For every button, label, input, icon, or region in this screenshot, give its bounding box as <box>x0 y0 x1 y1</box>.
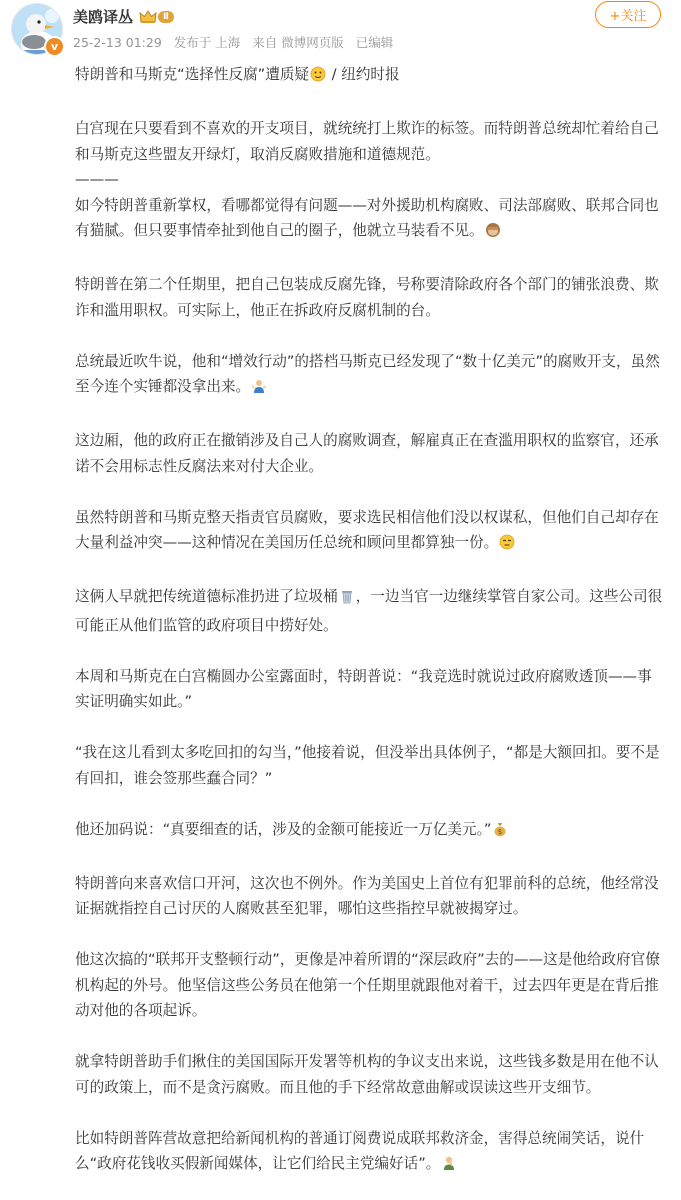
see-no-evil-monkey-icon <box>485 221 501 247</box>
post-header <box>0 0 681 62</box>
paragraph-5: 这边厢，他的政府正在撤销涉及自己人的腐败调查，解雇真正在查滥用职权的监察官，还承诺不会用标志性反腐法来对付大企业。 <box>75 432 659 475</box>
paragraph-4 <box>75 349 665 403</box>
wastebasket-icon <box>339 587 355 613</box>
post-time[interactable]: 25-2-13 01:29 <box>73 35 162 50</box>
post-source-tag: / 纽约时报 <box>327 66 400 83</box>
follow-button[interactable]: +关注 <box>595 1 661 28</box>
paragraph-7 <box>75 584 665 638</box>
svg-text:$: $ <box>498 827 503 836</box>
paragraph-10 <box>75 817 665 846</box>
doge-emoji-icon <box>310 65 326 91</box>
paragraph-10-text: 他还加码说：“真要细查的话，涉及的金额可能接近一万亿美元。” <box>75 820 492 838</box>
paragraph-2-text: 如今特朗普重新掌权，看哪都觉得有问题——对外援助机构腐败、司法部腐败、联邦合同也有猫腻。但只要事情牵扯到他自己的圈子，他就立马装看不见。 <box>75 196 659 239</box>
paragraph-7-text-cont: ，一边当官一边继续掌管自家公司。这些公司很可能正从他们监管的政府项目中捞好处。 <box>75 588 663 634</box>
verified-badge: v <box>44 36 65 57</box>
post-location: 发布于 上海 <box>173 35 241 50</box>
paragraph-3: 特朗普在第二个任期里，把自己包装成反腐先锋，号称要清除政府各个部门的铺张浪费、欺诈和滥用职权。可实际上，他正在拆政府反腐机制的台。 <box>75 276 659 319</box>
post-source: 来自 微博网页版 <box>252 35 344 50</box>
facepalm-person-icon <box>441 1154 457 1180</box>
name-row <box>73 6 174 27</box>
post-content <box>75 62 665 1180</box>
username[interactable]: 美鸥译丛 <box>73 8 134 26</box>
paragraph-6 <box>75 505 665 559</box>
paragraph-8: 本周和马斯克在白宫椭圆办公室露面时，特朗普说：“我竞选时就说过政府腐败透顶——事实证明确实如此。” <box>75 667 652 710</box>
avatar[interactable] <box>11 3 63 55</box>
paragraph-12: 他这次搞的“联邦开支整顿行动”，更像是冲着所谓的“深层政府”去的——这是他给政府官僚机构起的外号。他坚信这些公务员在他第一个任期里就跟他对着干，过去四年更是在背后推动对他的各项起诉。 <box>75 951 660 1019</box>
post-title-text: 特朗普和马斯克“选择性反腐”遭质疑 <box>75 66 310 83</box>
edited-label[interactable]: 已编辑 <box>355 35 394 50</box>
money-bag-icon <box>492 820 508 846</box>
paragraph-2 <box>75 193 665 247</box>
crown-icon <box>139 10 157 24</box>
vip-level: Ⅱ <box>158 11 174 23</box>
paragraph-13: 就拿特朗普助手们揪住的美国国际开发署等机构的争议支出来说，这些钱多数是用在他不认可的政策上，而不是贪污腐败。而且他的手下经常故意曲解或误读这些开支细节。 <box>75 1053 659 1096</box>
post-meta <box>73 33 401 51</box>
paragraph-6-text: 虽然特朗普和马斯克整天指责官员腐败，要求选民相信他们没以权谋私，但他们自己却存在大量利益冲突——这种情况在美国历任总统和顾问里都算独一份。 <box>75 508 659 551</box>
post-title <box>75 62 665 91</box>
vip-badge[interactable] <box>139 10 174 24</box>
paragraph-14-text: 比如特朗普阵营故意把给新闻机构的普通订阅费说成联邦救济金，害得总统闹笑话，说什么“政府花钱收买假新闻媒体，让它们给民主党编好话”。 <box>75 1129 645 1172</box>
paragraph-14 <box>75 1126 665 1180</box>
paragraph-9: “我在这儿看到太多吃回扣的勾当，”他接着说，但没举出具体例子，“都是大额回扣。要不是有回扣，谁会签那些蠢合同？” <box>75 744 660 787</box>
paragraph-4-text: 总统最近吹牛说，他和“增效行动”的搭档马斯克已经发现了“数十亿美元”的腐败开支，虽然至今连个实锤都没拿出来。 <box>75 352 660 395</box>
shrug-person-icon <box>251 377 267 403</box>
divider: ——— <box>75 171 119 188</box>
paragraph-11: 特朗普向来喜欢信口开河，这次也不例外。作为美国史上首位有犯罪前科的总统，他经常没证据就指控自己讨厌的人腐败甚至犯罪，哪怕这些指控早就被揭穿过。 <box>75 874 659 917</box>
paragraph-1: 白宫现在只要看到不喜欢的开支项目，就统统打上欺诈的标签。而特朗普总统却忙着给自己和马斯克这些盟友开绿灯，取消反腐败措施和道德规范。 <box>75 120 659 163</box>
paragraph-7-text: 这俩人早就把传统道德标准扔进了垃圾桶 <box>75 588 338 605</box>
unamused-face-icon <box>499 533 515 559</box>
